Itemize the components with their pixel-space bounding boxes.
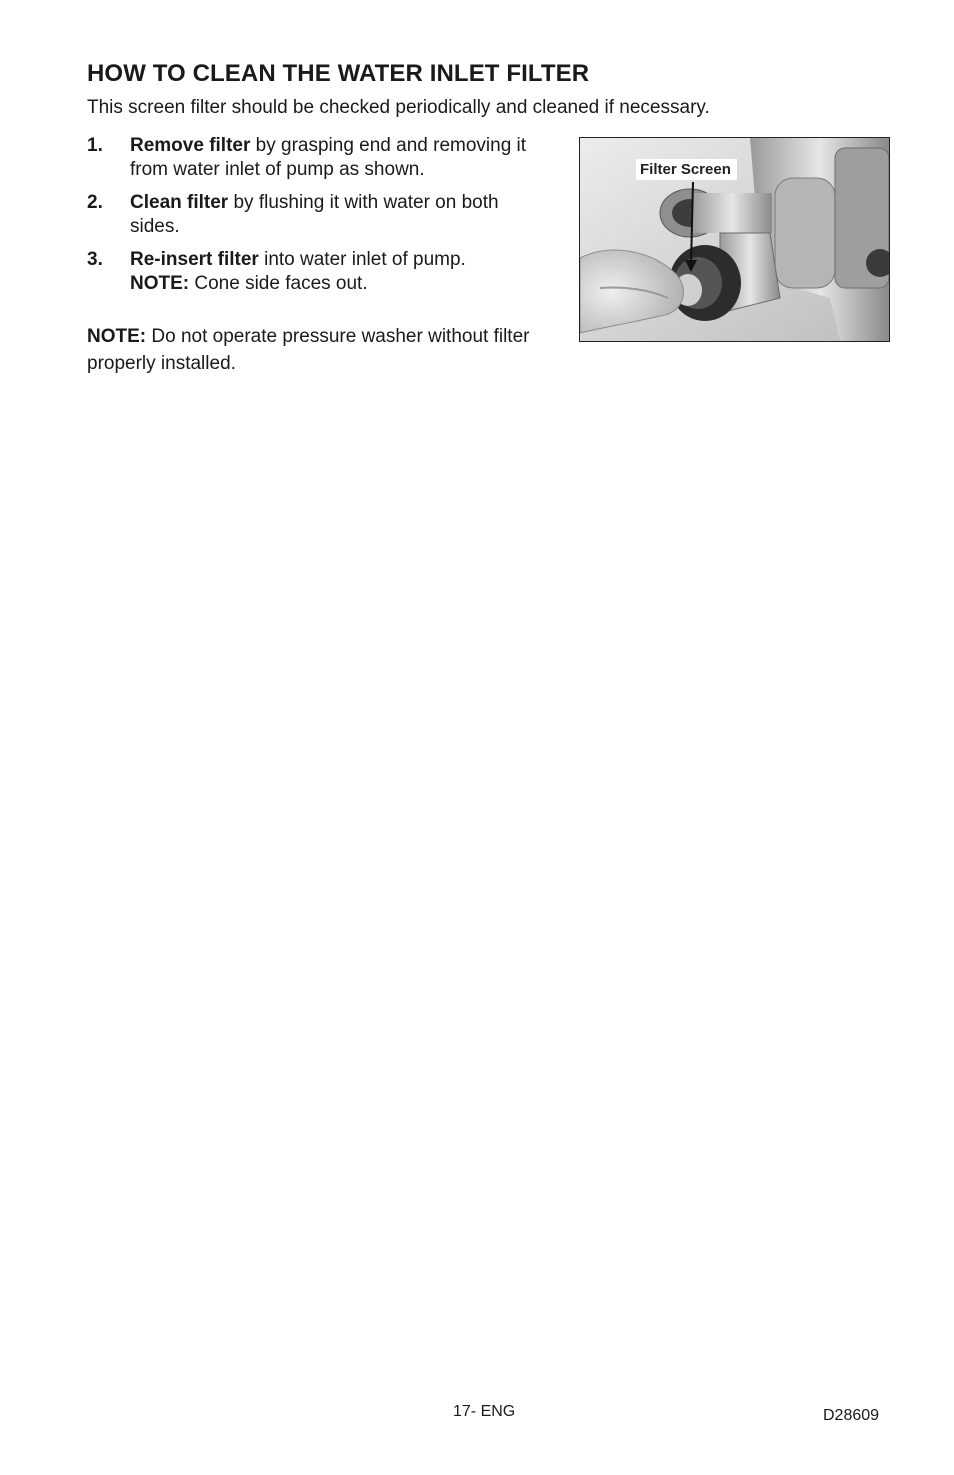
document-code: D28609 (823, 1407, 880, 1424)
step-note-text: Cone side faces out. (189, 273, 368, 294)
filter-photo (579, 137, 890, 342)
step-number: 2. (87, 192, 103, 213)
step-item (87, 248, 547, 296)
note-label: NOTE: (87, 326, 147, 347)
warning-note (87, 323, 567, 377)
step-text: by flushing it with water on both sides. (130, 192, 499, 237)
step-action: Clean filter (130, 192, 229, 213)
intro-text: This screen filter should be checked periodically and cleaned if necessary. (87, 97, 710, 118)
filter-screen-label: Filter Screen (636, 159, 737, 180)
step-number: 3. (87, 249, 103, 270)
step-action: Re-insert filter (130, 249, 259, 270)
step-text: into water inlet of pump. (258, 249, 466, 270)
step-note-label: NOTE: (130, 273, 190, 294)
step-item (87, 191, 547, 239)
note-text: Do not operate pressure washer without filter properly installed. (87, 326, 530, 374)
step-list (87, 134, 547, 305)
step-number: 1. (87, 135, 103, 156)
step-item (87, 134, 547, 182)
step-action: Remove filter (130, 135, 251, 156)
step-text: by grasping end and removing it from water inlet of pump as shown. (130, 135, 527, 180)
section-heading: HOW TO CLEAN THE WATER INLET FILTER (87, 60, 590, 87)
page-number: 17- ENG (453, 1403, 516, 1420)
